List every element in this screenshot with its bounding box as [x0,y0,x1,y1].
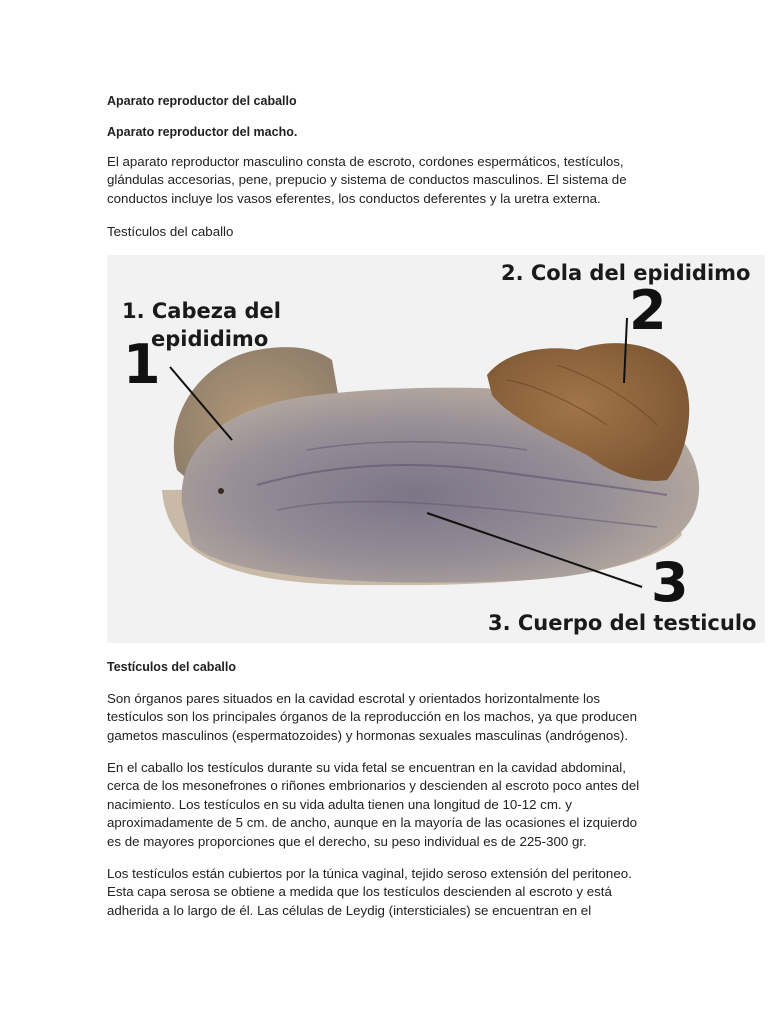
text-line: En el caballo los testículos durante su vida fetal se encuentran en la cavidad abdominal, [107,760,626,775]
text-line: es de mayores proporciones que el derecho, su peso individual es de 225-300 gr. [107,833,587,849]
label-number-2: 2 [629,279,667,342]
label-cuerpo: 3. Cuerpo del testiculo [488,611,757,635]
paragraph-2 [107,759,667,851]
label-number-1: 1 [123,333,161,396]
text-line: conductos incluye los vasos eferentes, los conductos deferentes y la uretra externa. [107,190,601,206]
paragraph-3 [107,865,667,920]
text-line: adherida a lo largo de él. Las células de Leydig (intersticiales) se encuentran en el [107,902,592,918]
document-subtitle: Aparato reproductor del macho. [107,125,298,139]
label-cabeza-line2: epididimo [151,327,269,351]
text-line: Son órganos pares situados en la cavidad escrotal y orientados horizontalmente los [107,691,601,706]
text-line: glándulas accesorias, pene, prepucio y sistema de conductos masculinos. El sistema de [107,172,627,188]
label-cabeza-line1: 1. Cabeza del [122,299,281,323]
text-line: El aparato reproductor masculino consta de escroto, cordones espermáticos, testículos, [107,154,624,169]
section-heading: Testículos del caballo [107,660,236,674]
text-line: gametos masculinos (espermatozoides) y hormonas sexuales masculinas (andrógenos). [107,727,629,743]
testicle-photo [107,255,765,643]
label-number-3: 3 [651,551,689,614]
paragraph-1 [107,690,667,745]
figure-caption: Testículos del caballo [107,224,234,239]
intro-paragraph [107,153,667,208]
text-line: aproximadamente de 5 cm. de ancho, aunque en la mayoría de las ocasiones el izquierdo [107,815,637,831]
text-line: nacimiento. Los testículos en su vida adulta tienen una longitud de 10-12 cm. y [107,796,572,812]
text-line: Los testículos están cubiertos por la túnica vaginal, tejido seroso extensión del peritoneo. [107,866,632,881]
label-cola: 2. Cola del epididimo [501,261,751,285]
text-line: Esta capa serosa se obtiene a medida que los testículos descienden al escroto y está [107,884,612,900]
text-line: cerca de los mesonefrones o riñones embrionarios y descienden al escroto poco antes del [107,778,640,794]
text-line: testículos son los principales órganos de la reproducción en los machos, ya que producen [107,709,637,725]
document-title: Aparato reproductor del caballo [107,94,297,108]
